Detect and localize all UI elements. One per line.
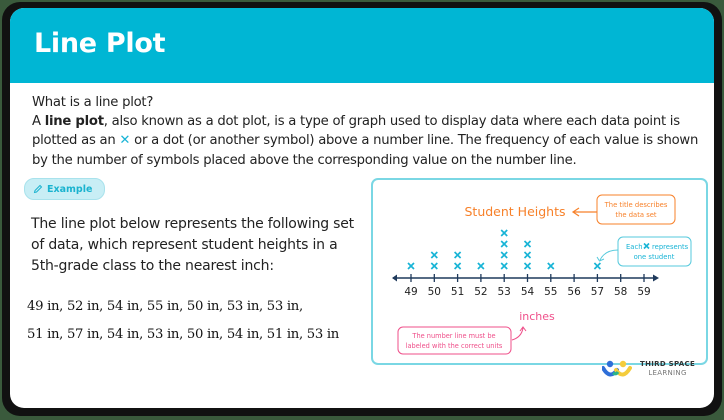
x-mark-icon xyxy=(455,263,461,269)
definition-question: What is a line plot? xyxy=(32,95,154,110)
pencil-icon xyxy=(33,184,43,194)
logo-line-1: THIRD SPACE xyxy=(640,360,696,368)
third-space-learning-logo xyxy=(602,360,695,378)
lesson-card xyxy=(10,8,714,408)
axis-tick-label: 50 xyxy=(427,286,441,298)
title-note-line-1: The title describes xyxy=(604,201,668,209)
text-fragment: , also known as a dot plot, is a type of graph used to display data where each data point is plotted as an xyxy=(32,114,680,149)
logo-text xyxy=(640,360,695,378)
symbol-note-box xyxy=(618,237,691,266)
axis-tick-label: 56 xyxy=(567,286,581,298)
page-title: Line Plot xyxy=(34,28,166,59)
x-mark-icon xyxy=(548,263,554,269)
x-mark-icon xyxy=(501,230,507,236)
title-note-line-2: the data set xyxy=(615,211,657,219)
axis-tick-label: 59 xyxy=(637,286,651,298)
logo-line-2: LEARNING xyxy=(648,369,687,377)
x-mark-icon xyxy=(501,252,507,258)
axis-tick-label: 54 xyxy=(520,286,535,298)
x-mark-icon xyxy=(478,263,484,269)
example-description: The line plot below represents the following set of data, which represent student heights in a 5th-grade class to the nearest inch: xyxy=(31,216,354,274)
arrow-icon xyxy=(512,327,526,340)
definition-body xyxy=(32,112,702,170)
x-mark-icon xyxy=(525,263,531,269)
axis-unit-label: inches xyxy=(519,310,555,323)
example-badge xyxy=(24,178,105,200)
left-arrow-icon xyxy=(392,275,397,282)
data-values-line-2: 51 in, 57 in, 54 in, 53 in, 50 in, 54 in, 51 in, 53 in xyxy=(27,327,339,342)
units-note-line-1: The number line must be xyxy=(412,332,496,340)
line-plot-chart xyxy=(373,180,706,363)
term-line-plot: line plot xyxy=(44,114,104,130)
plot-marks xyxy=(408,230,600,269)
chart-title: Student Heights xyxy=(464,204,566,219)
symbol-note-line-1a: Each xyxy=(626,243,643,251)
text-fragment: or a dot (or another symbol) above a number line. The frequency of each value is shown by the number of symbols placed above the corresponding value on the number line. xyxy=(32,133,699,168)
example-badge-label: Example xyxy=(47,183,93,195)
arrow-icon xyxy=(597,250,618,261)
axis-tick-label: 58 xyxy=(614,286,628,298)
axis-tick-label: 53 xyxy=(497,286,511,298)
symbol-note-line-1b: represents xyxy=(652,243,689,251)
x-mark-icon xyxy=(501,263,507,269)
x-mark-icon xyxy=(455,252,461,258)
line-plot-figure xyxy=(371,178,708,365)
arrow-icon xyxy=(573,208,597,216)
symbol-note-line-2: one student xyxy=(633,253,675,261)
axis-tick-label: 49 xyxy=(404,286,418,298)
axis-tick-label: 52 xyxy=(474,286,488,298)
title-note-box xyxy=(597,195,675,224)
x-mark-icon xyxy=(501,241,507,247)
x-mark-icon xyxy=(431,252,437,258)
x-mark-icon xyxy=(594,263,600,269)
x-symbol-icon: ✕ xyxy=(119,133,131,149)
x-mark-icon xyxy=(408,263,414,269)
definition-text xyxy=(32,93,702,170)
axis-tick-label: 51 xyxy=(450,286,465,298)
right-arrow-icon xyxy=(653,275,659,282)
data-values-line-1: 49 in, 52 in, 54 in, 55 in, 50 in, 53 in, 53 in, xyxy=(27,299,303,314)
axis-tick-label: 57 xyxy=(590,286,605,298)
axis-tick-label: 55 xyxy=(544,286,558,298)
x-mark-icon xyxy=(525,241,531,247)
units-note-line-2: labeled with the correct units xyxy=(405,342,503,350)
text-fragment: A xyxy=(32,114,45,130)
data-values xyxy=(27,293,377,349)
logo-icon xyxy=(602,360,632,378)
x-mark-icon xyxy=(431,263,437,269)
x-mark-icon xyxy=(525,252,531,258)
page-header xyxy=(10,8,714,83)
